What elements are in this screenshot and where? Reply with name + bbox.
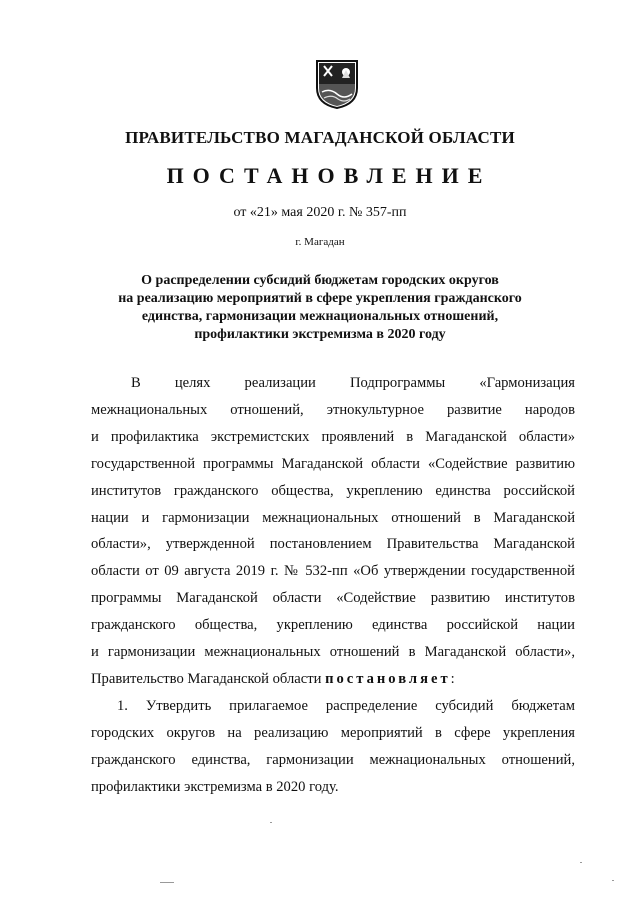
scan-speck: [270, 822, 272, 823]
text-line: межнациональных отношений, этнокультурное развитие народов: [91, 401, 575, 418]
text-line: гражданского единства, гармонизации межнациональных отношений,: [91, 751, 575, 768]
subject-line: профилактики экстремизма в 2020 году: [194, 327, 446, 342]
text-line: области», утвержденной постановлением Правительства Магаданской: [91, 536, 575, 553]
decree-body: [91, 370, 575, 801]
text-line: 1. Утвердить прилагаемое распределение субсидий бюджетам: [117, 697, 575, 714]
text-line: программы Магаданской области «Содействие развитию институтов: [91, 590, 575, 607]
scan-speck: [160, 882, 174, 883]
text-fragment: Правительство Магаданской области: [91, 670, 322, 687]
paragraph-item-1: [91, 693, 575, 801]
text-line: В целях реализации Подпрограммы «Гармонизация: [131, 375, 575, 391]
text-line: институтов гражданского общества, укреплению единства российской: [91, 482, 575, 499]
text-line: государственной программы Магаданской области «Содействие развитию: [91, 455, 575, 472]
resolves-word: постановляет: [325, 670, 451, 687]
scan-speck: [612, 880, 614, 881]
text-line: и профилактика экстремистских проявлений в Магаданской области»: [91, 428, 575, 445]
decree-date-number: от «21» мая 2020 г. № 357-пп: [233, 205, 407, 220]
subject-line: единства, гармонизации межнациональных отношений,: [141, 309, 499, 324]
government-title: ПРАВИТЕЛЬСТВО МАГАДАНСКОЙ ОБЛАСТИ: [125, 128, 515, 147]
text-line: Правительство Магаданской области постановляет:: [91, 670, 455, 687]
decree-city: г. Магадан: [295, 236, 345, 248]
subject-line: О распределении субсидий бюджетам городских округов: [141, 273, 499, 288]
text-line: и гармонизации межнациональных отношений в Магаданской области»,: [91, 644, 575, 661]
text-line: городских округов на реализацию мероприятий в сфере укрепления: [91, 724, 575, 741]
paragraph-preamble: [91, 370, 575, 693]
scan-speck: [580, 862, 582, 863]
text-line: гражданского общества, укреплению единства российской нации: [91, 617, 575, 634]
document-type-title: ПОСТАНОВЛЕНИЕ: [166, 163, 492, 188]
text-line: нации и гармонизации межнациональных отношений в Магаданской: [91, 509, 575, 526]
text-line: профилактики экстремизма в 2020 году.: [91, 778, 339, 795]
text-line: области от 09 августа 2019 г. № 532-пп «Об утверждении государственной: [91, 563, 575, 580]
decree-subject: [0, 272, 640, 344]
subject-line: на реализацию мероприятий в сфере укрепления гражданского: [118, 291, 522, 306]
coat-of-arms-icon: [314, 58, 360, 110]
